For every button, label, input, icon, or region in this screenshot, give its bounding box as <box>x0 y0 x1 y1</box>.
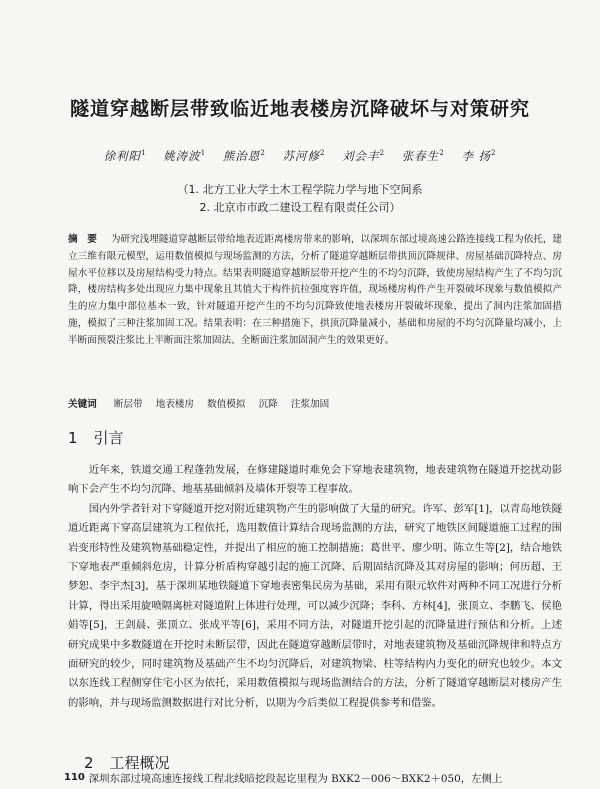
abstract-label: 摘 要 <box>68 234 97 245</box>
keyword: 数值模拟 <box>207 399 246 410</box>
keyword: 注浆加固 <box>290 399 330 410</box>
keyword: 地表楼房 <box>155 399 195 410</box>
keyword: 沉降 <box>258 399 278 410</box>
author-list <box>0 148 600 164</box>
section-heading-introduction <box>68 427 124 448</box>
section-number: 1 <box>68 429 78 447</box>
keyword: 断层带 <box>113 399 143 410</box>
author: 苏河修$^2$ <box>282 149 326 163</box>
author: 姚涛波$^1$ <box>163 149 207 163</box>
paper-title: 隧道穿越断层带致临近地表楼房沉降破坏与对策研究 <box>69 98 530 120</box>
abstract-text: 为研究浅埋隧道穿越断层带给地表近距离楼房带来的影响，以深圳东部过境高速公路连接线工程为依托，建立三维有限元模型，运用数值模拟与现场监测的方法，分析了隧道穿越断层带拱顶沉降规律、房屋基础沉降特点、房屋水平位移以及房屋结构受力特点。结果表明隧道穿越断层带开挖产生的不均匀沉降，致使房屋结构产生了不均匀沉降，楼房结构多处出现应力集中现象且其值大于构件抗拉强度容许值，现场楼房构件产生开裂破坏现象与数值模拟产生的应力集中部位基本一致，针对隧道开挖产生的不均匀沉降致使地表楼房开裂破坏现象，提出了洞内注浆加固措施，模拟了三种注浆加固工况。结果表明：在三种措施下，拱顶沉降量减小，基础和房屋的不均匀沉降量均减小，上半断面预裂注浆比上半断面注浆加固法、全断面注浆加固洞产生的效果更好。 <box>68 234 563 346</box>
section-number: 2 <box>84 754 94 772</box>
introduction-body <box>68 461 562 713</box>
author: 熊治恩$^2$ <box>222 149 266 163</box>
project-overview-body <box>68 770 562 789</box>
paragraph: 近年来，铁道交通工程蓬勃发展，在修建隧道时难免会下穿地表建筑物，地表建筑物在隧道开挖扰动影响下会产生不均匀沉降、地基基础倾斜及墙体开裂等工程事故。 <box>68 464 562 496</box>
page-number: 110 <box>64 772 85 783</box>
affiliation-2: 2. 北京市市政二建设工程有限责任公司） <box>199 201 401 214</box>
keywords-label: 关键词 <box>68 399 97 410</box>
author: 李 扬$^2$ <box>461 149 497 163</box>
author: 徐利阳$^1$ <box>103 149 147 163</box>
keywords <box>68 396 562 410</box>
section-title: 工程概况 <box>109 754 170 772</box>
section-title: 引言 <box>93 429 124 447</box>
author: 张春生$^2$ <box>401 149 445 163</box>
abstract <box>68 232 562 350</box>
author: 刘会丰$^2$ <box>342 149 386 163</box>
affiliation-1: （1. 北方工业大学土木工程学院力学与地下空间系 <box>177 183 423 196</box>
paragraph: 国内外学者针对下穿隧道开挖对附近建筑物产生的影响做了大量的研究。许军、彭军[1]，以青岛地铁隧道近距离下穿高层建筑为工程依托，选用数值计算结合现场监测的方法，研究了地铁区间隧道施工过程的围岩变形特性及建筑物基础稳定性，并提出了相应的施工控制措施；葛世平、廖少明、陈立生等[2]，结合地铁下穿地表严重倾斜危房，计算分析盾构穿越引起的施工沉降、后期固结沉降及其对房屋的影响；何历超、王梦恕、李宇杰[3]，基于深圳某地铁隧道下穿地表密集民房为基础，采用有限元软件对两种不同工况进行分析计算，得出采用旋喷隔离桩对隧道附上体进行处理，可以减少沉降；李科、方林[4]，张顶立、李鹏飞、侯艳娟等[5]，王剑晨、张顶立、张成平等[6]，采用不同方法，对隧道开挖引起的沉降量进行预估和分析。上述研究成果中多数隧道在开挖时未断层带，因此在隧道穿越断层带时，对地表建筑物及基础沉降规律和特点方面研究的较少，同时建筑物及基础产生不均匀沉降后，对建筑物梁、柱等结构内力变化的研究也较少。本文以东连线工程侧穿住宅小区为依托，采用数值模拟与现场监测结合的方法，分析了隧道穿越断层对楼房产生的影响，并与现场监测数据进行对比分析，以期为今后类似工程提供参考和借鉴。 <box>68 502 562 709</box>
paragraph: 深圳东部过境高速连接线工程北线暗挖段起讫里程为 BXK2－006～BXK2＋050，左侧上 <box>88 773 503 785</box>
